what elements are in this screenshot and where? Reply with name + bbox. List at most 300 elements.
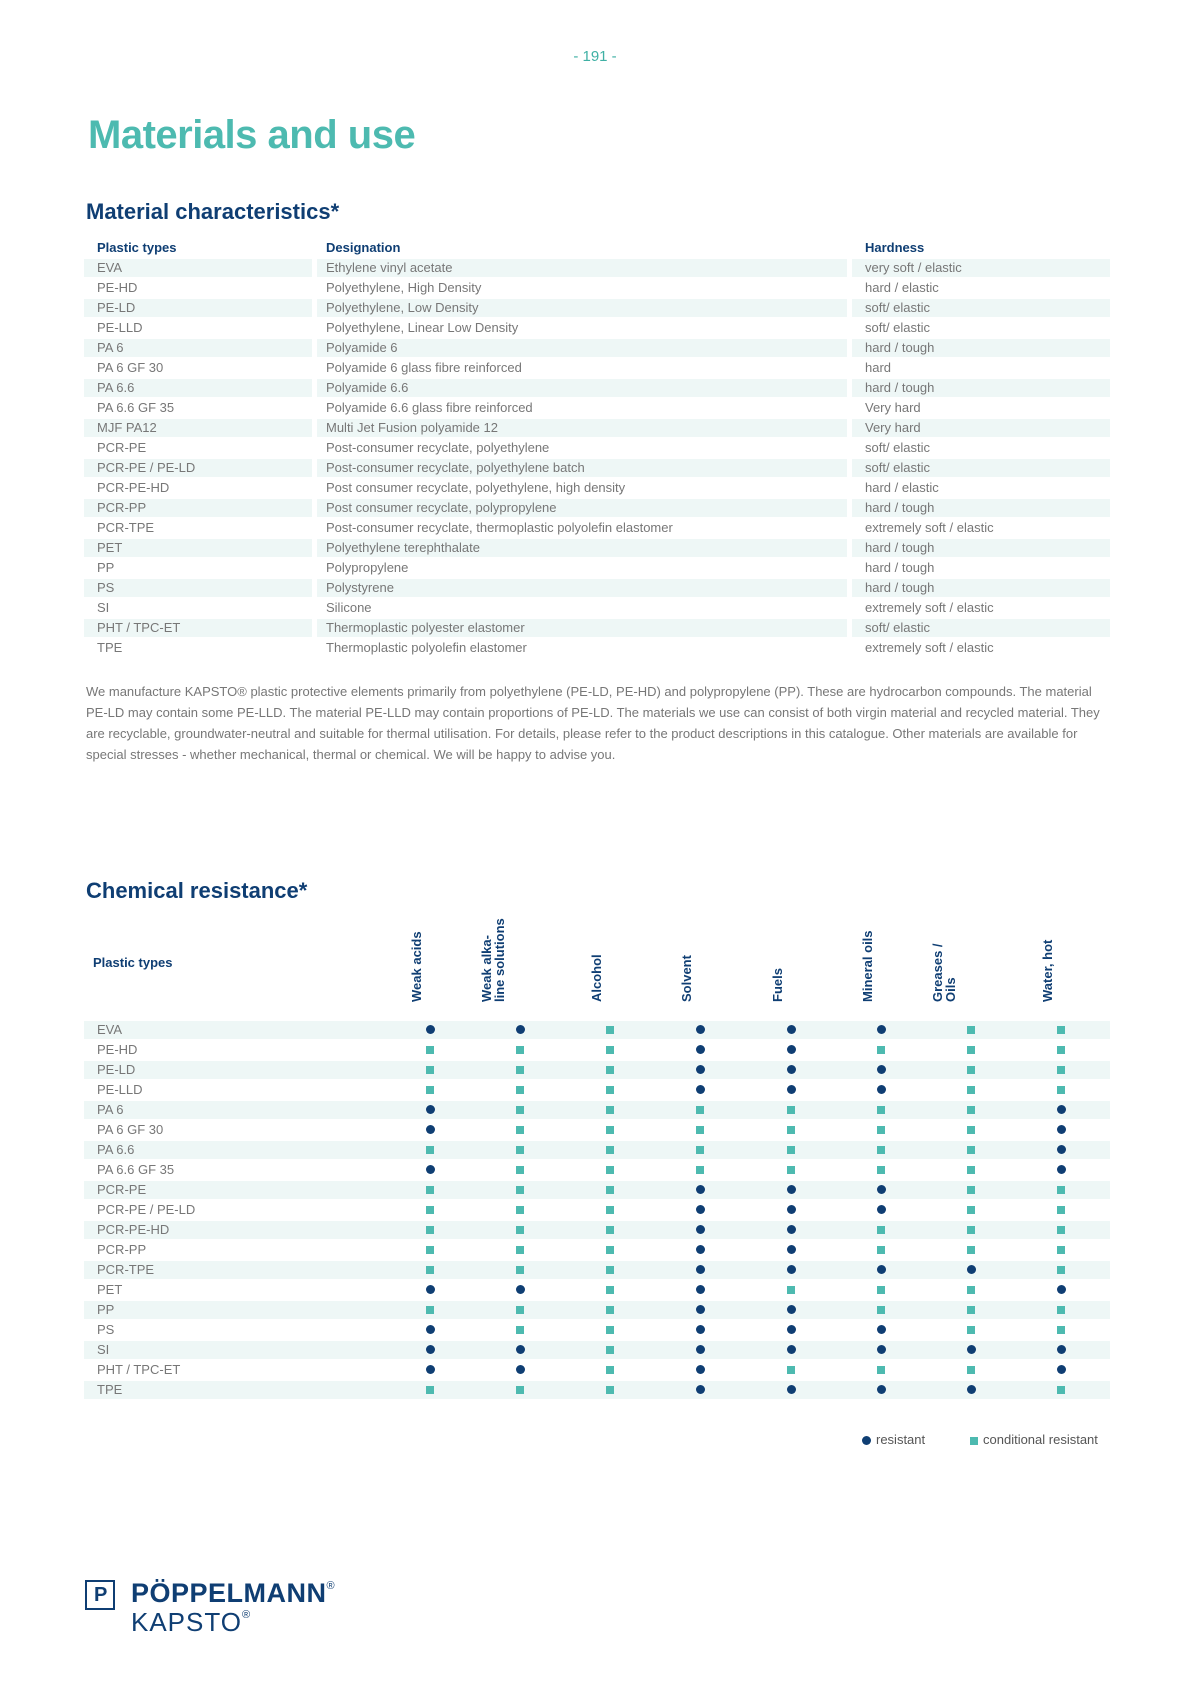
conditional-square-icon [426,1206,434,1214]
conditional-square-icon [967,1186,975,1194]
conditional-square-icon [1057,1326,1065,1334]
table-row [84,1160,1110,1180]
resistant-dot-icon [787,1385,796,1394]
table-row [84,278,1110,298]
conditional-square-icon [516,1266,524,1274]
cell-hardness: hard / tough [852,339,1110,357]
cell-hardness: hard / tough [852,379,1110,397]
table-row [84,418,1110,438]
resistant-dot-icon [787,1065,796,1074]
conditional-square-icon [606,1086,614,1094]
conditional-square-icon [516,1246,524,1254]
material-rows [84,258,1110,658]
cell-designation: Polyethylene, Linear Low Density [326,320,519,335]
conditional-square-icon [606,1266,614,1274]
resistant-dot-icon [787,1045,796,1054]
conditional-square-icon [426,1146,434,1154]
conditional-square-icon [1057,1046,1065,1054]
table-header [84,234,1110,258]
conditional-square-icon [606,1386,614,1394]
conditional-square-icon [516,1066,524,1074]
table-row [84,398,1110,418]
resistant-dot-icon [877,1385,886,1394]
conditional-square-icon [516,1106,524,1114]
cell-plastic-type: PP [97,560,115,575]
material-characteristics-title: Material characteristics* [86,199,340,224]
cell-hardness: hard [865,360,892,375]
conditional-square-icon [696,1166,704,1174]
cell-plastic-type: TPE [97,1382,123,1397]
cell-plastic-type: EVA [84,259,312,277]
chem-column-label: Weak acids [409,931,424,1002]
material-characteristics-table [84,234,1110,658]
table-row [84,1140,1110,1160]
conditional-square-icon [606,1106,614,1114]
conditional-square-icon [1057,1266,1065,1274]
resistant-dot-icon [696,1025,705,1034]
cell-plastic-type: PHT / TPC-ET [97,1362,181,1377]
legend-resistant-label: resistant [876,1432,926,1447]
conditional-square-icon [967,1066,975,1074]
chem-column-header [1040,910,1094,1002]
table-row [84,518,1110,538]
cell-plastic-type: PCR-PE [97,1182,147,1197]
resistant-dot-icon [967,1385,976,1394]
resistant-dot-icon [516,1345,525,1354]
table-row [84,498,1110,518]
cell-hardness: hard / tough [852,539,1110,557]
conditional-square-icon [967,1026,975,1034]
conditional-square-icon [606,1226,614,1234]
conditional-square-icon [877,1106,885,1114]
resistant-dot-icon [787,1265,796,1274]
cell-plastic-type: PA 6.6 [97,1142,135,1157]
resistant-dot-icon [516,1365,525,1374]
cell-designation: Post-consumer recyclate, thermoplastic polyolefin elastomer [326,520,673,535]
conditional-square-icon [606,1046,614,1054]
conditional-square-icon [877,1306,885,1314]
cell-hardness: hard / tough [865,560,935,575]
resistant-dot-icon [516,1025,525,1034]
conditional-square-icon [606,1166,614,1174]
chem-column-header [479,910,546,1002]
conditional-square-icon [606,1186,614,1194]
conditional-square-icon [1057,1226,1065,1234]
cell-plastic-type: PA 6.6 GF 35 [97,1162,175,1177]
resistant-dot-icon [787,1305,796,1314]
table-row [84,558,1110,578]
table-row [84,338,1110,358]
resistant-dot-icon [877,1325,886,1334]
chem-column-header [770,910,824,1002]
cell-plastic-type: PE-HD [97,1042,138,1057]
conditional-square-icon [877,1126,885,1134]
cell-plastic-type: PA 6 [97,1102,124,1117]
conditional-square-icon [606,1206,614,1214]
cell-plastic-type: PCR-TPE [97,520,155,535]
resistant-dot-icon [696,1265,705,1274]
resistant-dot-icon [696,1365,705,1374]
legend-conditional [970,1432,1098,1447]
table-row [84,1120,1110,1140]
table-row [84,478,1110,498]
conditional-square-icon [516,1306,524,1314]
conditional-square-icon [426,1306,434,1314]
conditional-square-icon [606,1326,614,1334]
cell-hardness: soft/ elastic [852,619,1110,637]
cell-plastic-type: PCR-TPE [97,1262,155,1277]
cell-plastic-type: PE-HD [97,280,138,295]
table-row [84,1380,1110,1400]
cell-plastic-type: PET [84,539,312,557]
resistant-dot-icon [696,1205,705,1214]
cell-plastic-type: MJF PA12 [84,419,312,437]
table-row [84,1200,1110,1220]
cell-designation: Polyethylene, Low Density [317,299,847,317]
conditional-square-icon [877,1046,885,1054]
conditional-square-icon [787,1146,795,1154]
resistant-dot-icon [877,1345,886,1354]
conditional-square-icon [787,1366,795,1374]
resistant-dot-icon [877,1065,886,1074]
resistant-dot-icon [787,1025,796,1034]
header-plastic-types: Plastic types [97,240,177,255]
table-row [84,618,1110,638]
table-row [84,638,1110,658]
conditional-square-icon [606,1066,614,1074]
conditional-square-icon [426,1186,434,1194]
logo-main-text: PÖPPELMANN [131,1578,327,1608]
legend-resistant [862,1432,925,1447]
resistant-dot-icon [696,1185,705,1194]
chem-column-label: Mineral oils [860,930,875,1002]
chem-column-label: Greases / Oils [930,943,958,1002]
resistant-dot-icon [426,1285,435,1294]
resistant-dot-icon [696,1385,705,1394]
chem-column-label: Alcohol [589,954,604,1002]
cell-designation: Polyamide 6 glass fibre reinforced [326,360,522,375]
table-row [84,438,1110,458]
header-designation: Designation [326,240,401,255]
page-number: - 191 - [573,48,617,65]
resistant-dot-icon [877,1205,886,1214]
cell-hardness: soft/ elastic [865,440,931,455]
cell-plastic-type: PET [97,1282,123,1297]
conditional-square-icon [970,1437,978,1445]
chem-column-label: Fuels [770,968,785,1002]
chem-column-header [860,910,914,1002]
resistant-dot-icon [1057,1125,1066,1134]
cell-hardness: hard / elastic [865,280,939,295]
conditional-square-icon [426,1046,434,1054]
cell-plastic-type: SI [97,600,110,615]
resistant-dot-icon [696,1225,705,1234]
chemical-resistance-title: Chemical resistance* [86,878,308,903]
resistant-dot-icon [787,1225,796,1234]
cell-designation: Polyamide 6 [317,339,847,357]
conditional-square-icon [967,1166,975,1174]
conditional-square-icon [606,1026,614,1034]
cell-hardness: extremely soft / elastic [865,600,994,615]
cell-plastic-type: PCR-PP [97,1242,147,1257]
conditional-square-icon [1057,1066,1065,1074]
conditional-square-icon [967,1206,975,1214]
resistant-dot-icon [967,1265,976,1274]
chem-column-label: Weak alka- line solutions [479,918,507,1002]
resistant-dot-icon [967,1345,976,1354]
conditional-square-icon [1057,1246,1065,1254]
chem-header-plastic-types: Plastic types [93,955,173,970]
table-row [84,258,1110,278]
resistant-dot-icon [426,1125,435,1134]
table-row [84,578,1110,598]
chem-column-label: Water, hot [1040,939,1055,1002]
conditional-square-icon [877,1226,885,1234]
cell-hardness: hard / tough [852,499,1110,517]
logo-mark-icon: P [85,1580,115,1610]
conditional-square-icon [606,1286,614,1294]
cell-designation: Polyamide 6.6 [317,379,847,397]
resistant-dot-icon [426,1025,435,1034]
cell-plastic-type: PA 6 GF 30 [97,1122,164,1137]
resistant-dot-icon [696,1285,705,1294]
cell-designation: Multi Jet Fusion polyamide 12 [317,419,847,437]
resistant-dot-icon [1057,1345,1066,1354]
conditional-square-icon [426,1226,434,1234]
conditional-square-icon [967,1306,975,1314]
cell-plastic-type: PA 6 [84,339,312,357]
conditional-square-icon [1057,1386,1065,1394]
cell-plastic-type: SI [97,1342,110,1357]
conditional-square-icon [426,1386,434,1394]
cell-plastic-type: PA 6 GF 30 [97,360,164,375]
conditional-square-icon [967,1146,975,1154]
resistant-dot-icon [696,1085,705,1094]
cell-designation: Post consumer recyclate, polypropylene [317,499,847,517]
cell-plastic-type: EVA [97,1022,123,1037]
cell-plastic-type: PHT / TPC-ET [84,619,312,637]
conditional-square-icon [967,1226,975,1234]
conditional-square-icon [787,1106,795,1114]
table-row [84,1220,1110,1240]
cell-hardness: extremely soft / elastic [865,640,994,655]
conditional-square-icon [877,1286,885,1294]
table-row [84,318,1110,338]
resistant-dot-icon [516,1285,525,1294]
resistant-dot-icon [877,1025,886,1034]
conditional-square-icon [787,1286,795,1294]
cell-designation: Polyamide 6.6 glass fibre reinforced [326,400,533,415]
conditional-square-icon [516,1086,524,1094]
conditional-square-icon [606,1246,614,1254]
cell-plastic-type: PE-LLD [97,320,143,335]
cell-hardness: soft/ elastic [852,459,1110,477]
conditional-square-icon [426,1266,434,1274]
resistant-dot-icon [787,1185,796,1194]
cell-designation: Polyethylene, High Density [326,280,482,295]
resistant-dot-icon [426,1105,435,1114]
cell-plastic-type: PCR-PE-HD [97,480,170,495]
cell-designation: Post consumer recyclate, polyethylene, high density [326,480,626,495]
resistant-dot-icon [787,1205,796,1214]
conditional-square-icon [1057,1206,1065,1214]
conditional-square-icon [606,1126,614,1134]
cell-plastic-type: PCR-PE / PE-LD [84,459,312,477]
chem-column-header [679,910,733,1002]
logo-sub-text: KAPSTO [131,1607,243,1637]
conditional-square-icon [516,1146,524,1154]
cell-plastic-type: PCR-PE / PE-LD [97,1202,196,1217]
resistant-dot-icon [426,1365,435,1374]
cell-plastic-type: PE-LLD [97,1082,143,1097]
table-row [84,298,1110,318]
conditional-square-icon [967,1106,975,1114]
conditional-square-icon [516,1046,524,1054]
resistant-dot-icon [696,1245,705,1254]
resistant-dot-icon [696,1305,705,1314]
cell-plastic-type: PCR-PE-HD [97,1222,170,1237]
table-row [84,1060,1110,1080]
table-row [84,1240,1110,1260]
conditional-square-icon [967,1246,975,1254]
conditional-square-icon [426,1066,434,1074]
conditional-square-icon [1057,1186,1065,1194]
conditional-square-icon [516,1126,524,1134]
resistant-dot-icon [696,1345,705,1354]
conditional-square-icon [787,1126,795,1134]
cell-plastic-type: PA 6.6 [84,379,312,397]
conditional-square-icon [967,1126,975,1134]
table-row [84,1080,1110,1100]
conditional-square-icon [696,1106,704,1114]
cell-designation: Polypropylene [326,560,409,575]
conditional-square-icon [877,1246,885,1254]
conditional-square-icon [606,1366,614,1374]
resistant-dot-icon [426,1325,435,1334]
resistant-dot-icon [787,1085,796,1094]
chem-column-header [409,910,463,1002]
cell-plastic-type: PCR-PP [84,499,312,517]
conditional-square-icon [967,1086,975,1094]
table-row [84,1100,1110,1120]
chem-column-header [930,910,997,1002]
legend-conditional-label: conditional resistant [983,1432,1098,1447]
cell-plastic-type: PS [97,1322,115,1337]
cell-designation: Thermoplastic polyester elastomer [317,619,847,637]
conditional-square-icon [516,1166,524,1174]
chem-column-label: Solvent [679,955,694,1002]
cell-hardness: extremely soft / elastic [865,520,994,535]
conditional-square-icon [516,1186,524,1194]
conditional-square-icon [426,1246,434,1254]
resistant-dot-icon [426,1165,435,1174]
conditional-square-icon [516,1206,524,1214]
cell-plastic-type: PE-LD [97,1062,136,1077]
table-row [84,1360,1110,1380]
table-row [84,1180,1110,1200]
chemical-resistance-table [84,1020,1110,1400]
conditional-square-icon [516,1326,524,1334]
conditional-square-icon [426,1086,434,1094]
resistant-dot-icon [877,1265,886,1274]
cell-designation: Post-consumer recyclate, polyethylene batch [317,459,847,477]
cell-designation: Polystyrene [317,579,847,597]
table-row [84,598,1110,618]
conditional-square-icon [606,1346,614,1354]
page-title: Materials and use [88,113,416,157]
cell-plastic-type: PCR-PE [97,440,147,455]
conditional-square-icon [967,1366,975,1374]
resistant-dot-icon [426,1345,435,1354]
conditional-square-icon [696,1126,704,1134]
resistant-dot-icon [787,1245,796,1254]
table-row [84,1040,1110,1060]
table-row [84,1340,1110,1360]
conditional-square-icon [877,1366,885,1374]
cell-hardness: Very hard [852,419,1110,437]
conditional-square-icon [1057,1306,1065,1314]
conditional-square-icon [1057,1086,1065,1094]
resistant-dot-icon [877,1085,886,1094]
table-row [84,1020,1110,1040]
resistant-dot-icon [787,1325,796,1334]
cell-hardness: hard / tough [852,579,1110,597]
resistant-dot-icon [1057,1285,1066,1294]
cell-hardness: soft/ elastic [852,299,1110,317]
cell-designation: Ethylene vinyl acetate [317,259,847,277]
conditional-square-icon [516,1226,524,1234]
conditional-square-icon [967,1326,975,1334]
conditional-square-icon [877,1166,885,1174]
resistant-dot-icon [862,1436,871,1445]
conditional-square-icon [516,1386,524,1394]
cell-plastic-type: PS [84,579,312,597]
conditional-square-icon [606,1146,614,1154]
cell-plastic-type: PE-LD [84,299,312,317]
chem-column-header [589,910,643,1002]
cell-designation: Silicone [326,600,372,615]
cell-plastic-type: PA 6.6 GF 35 [97,400,175,415]
resistant-dot-icon [1057,1365,1066,1374]
cell-plastic-type: PP [97,1302,115,1317]
table-row [84,538,1110,558]
cell-hardness: soft/ elastic [865,320,931,335]
conditional-square-icon [967,1046,975,1054]
resistant-dot-icon [696,1045,705,1054]
resistant-dot-icon [877,1185,886,1194]
cell-hardness: hard / elastic [865,480,939,495]
cell-hardness: very soft / elastic [852,259,1110,277]
table-row [84,358,1110,378]
conditional-square-icon [696,1146,704,1154]
resistant-dot-icon [696,1065,705,1074]
resistant-dot-icon [1057,1145,1066,1154]
resistant-dot-icon [1057,1165,1066,1174]
table-row [84,1320,1110,1340]
conditional-square-icon [1057,1026,1065,1034]
conditional-square-icon [606,1306,614,1314]
table-row [84,458,1110,478]
table-row [84,1300,1110,1320]
header-hardness: Hardness [865,240,925,255]
materials-description: We manufacture KAPSTO® plastic protective elements primarily from polyethylene (PE-LD, PE-HD) and polypropylene (PP). These are hydrocarbon compounds. The material PE-LD may contain some PE-LLD. The material PE-LLD may contain proportions of PE-LD. The materials we use can consist of both virgin material and recycled material. They are recyclable, groundwater-neutral and suitable for thermal utilisation. For details, please refer to the product descriptions in this catalogue. Other materials are available for special stresses - whether mechanical, thermal or chemical. We will be happy to advise you. [86,684,1100,762]
resistant-dot-icon [1057,1105,1066,1114]
cell-designation: Post-consumer recyclate, polyethylene [326,440,550,455]
table-row [84,1280,1110,1300]
cell-plastic-type: TPE [97,640,123,655]
resistant-dot-icon [696,1325,705,1334]
table-row [84,378,1110,398]
